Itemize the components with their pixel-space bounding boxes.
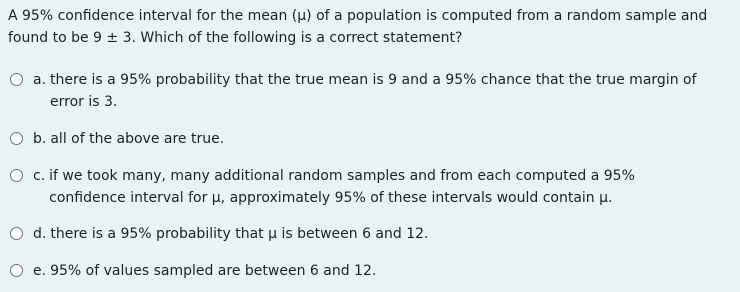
answer-option-c-text — [33, 165, 659, 209]
answer-letter-a: a. — [33, 72, 47, 88]
answer-letter-c: c. — [33, 168, 46, 184]
answer-label-d: there is a 95% probability that μ is between 6 and 12. — [50, 226, 429, 242]
answer-option-e-text — [33, 260, 376, 282]
answer-option-c[interactable] — [8, 165, 732, 209]
answer-option-a[interactable] — [8, 69, 732, 113]
answer-label-e: 95% of values sampled are between 6 and 12. — [50, 263, 377, 279]
answer-option-d-text — [33, 223, 428, 245]
answer-options — [8, 69, 732, 282]
answer-option-a-text — [33, 69, 732, 113]
answer-label-b: all of the above are true. — [50, 131, 225, 147]
radio-button-a[interactable] — [10, 73, 23, 86]
answer-option-e[interactable] — [8, 260, 732, 282]
answer-letter-e: e. — [33, 263, 47, 279]
question-text: A 95% confidence interval for the mean (μ) of a population is computed from a random sample and found to be 9 ± 3. Which of the following is a correct statement? — [8, 8, 708, 46]
radio-button-b[interactable] — [10, 132, 23, 145]
radio-button-c[interactable] — [10, 169, 23, 182]
answer-letter-b: b. — [33, 131, 47, 147]
answer-letter-d: d. — [33, 226, 47, 242]
answer-label-c: if we took many, many additional random samples and from each computed a 95% confidence interval for μ, approximately 95% of these intervals would contain μ. — [49, 168, 635, 206]
answer-option-b[interactable] — [8, 128, 732, 150]
radio-button-d[interactable] — [10, 227, 23, 240]
answer-option-b-text — [33, 128, 224, 150]
answer-label-a: there is a 95% probability that the true mean is 9 and a 95% chance that the true margin of error is 3. — [50, 72, 697, 110]
answer-option-d[interactable] — [8, 223, 732, 245]
radio-button-e[interactable] — [10, 264, 23, 277]
